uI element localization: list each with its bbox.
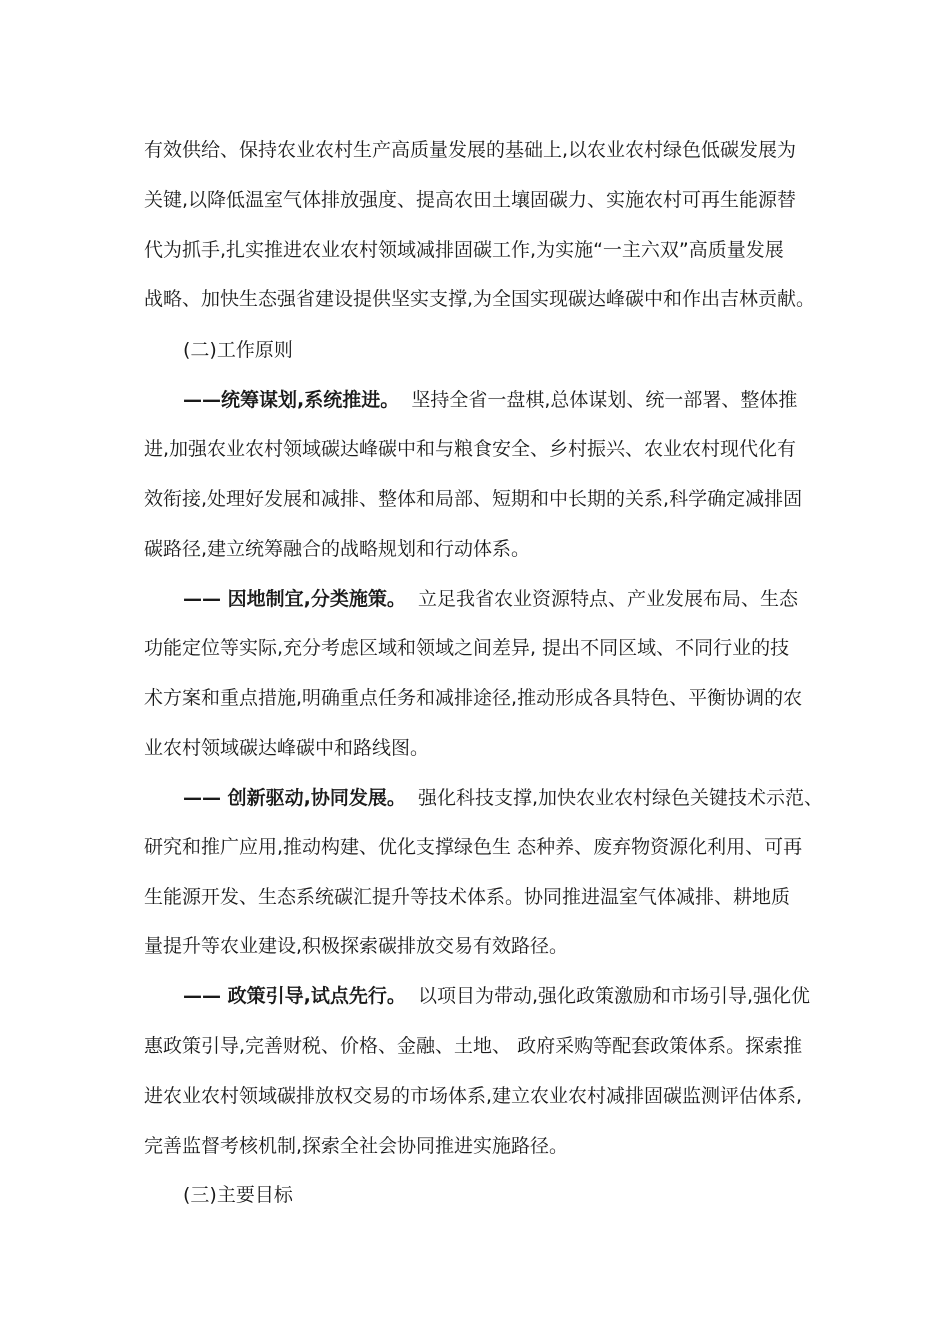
principle-1-title: ——统筹谋划,系统推进。	[183, 389, 400, 411]
intro-line-4: 战略、加快生态强省建设提供坚实支撑,为全国实现碳达峰碳中和作出吉林贡献。	[144, 288, 816, 310]
principle-1-line-3: 效衔接,处理好发展和减排、整体和局部、短期和中长期的关系,科学确定减排固	[144, 488, 803, 510]
principle-3-title: —— 创新驱动,协同发展。	[183, 787, 406, 809]
principle-2-lead: 立足我省农业资源特点、产业发展布局、生态	[417, 588, 798, 610]
principle-1-line-2: 进,加强农业农村领域碳达峰碳中和与粮食安全、乡村振兴、农业农村现代化有	[144, 438, 797, 460]
principle-4-line-2: 惠政策引导,完善财税、价格、金融、土地、 政府采购等配套政策体系。探索推	[144, 1035, 803, 1057]
intro-line-1: 有效供给、保持农业农村生产高质量发展的基础上,以农业农村绿色低碳发展为	[144, 139, 797, 161]
principle-3-first-line	[183, 778, 823, 818]
principle-3-line-3: 生能源开发、生态系统碳汇提升等技术体系。协同推进温室气体减排、耕地质	[144, 886, 791, 908]
principle-3-line-4: 量提升等农业建设,积极探索碳排放交易有效路径。	[144, 935, 569, 957]
principle-2-title: —— 因地制宜,分类施策。	[183, 588, 406, 610]
principle-3-lead: 强化科技支撑,加快农业农村绿色关键技术示范、	[417, 787, 823, 809]
principle-4-lead: 以项目为带动,强化政策激励和市场引导,强化优	[417, 985, 811, 1007]
principle-1-first-line	[183, 380, 797, 420]
principle-4-line-3: 进农业农村领域碳排放权交易的市场体系,建立农业农村减排固碳监测评估体系,	[144, 1085, 803, 1107]
principle-3-line-2: 研究和推广应用,推动构建、优化支撑绿色生 态种养、废弃物资源化利用、可再	[144, 836, 803, 858]
principle-4-line-4: 完善监督考核机制,探索全社会协同推进实施路径。	[144, 1135, 569, 1157]
principle-1-line-4: 碳路径,建立统筹融合的战略规划和行动体系。	[144, 538, 531, 560]
principle-2-line-3: 术方案和重点措施,明确重点任务和减排途径,推动形成各具特色、平衡协调的农	[144, 687, 803, 709]
principle-2-line-4: 业农村领域碳达峰碳中和路线图。	[144, 737, 430, 759]
section-heading-goals: (三)主要目标	[183, 1184, 293, 1206]
intro-line-3: 代为抓手,扎实推进农业农村领域减排固碳工作,为实施“一主六双”高质量发展	[144, 239, 784, 261]
principle-2-first-line	[183, 579, 798, 619]
principle-4-first-line	[183, 976, 810, 1016]
principle-4-title: —— 政策引导,试点先行。	[183, 985, 406, 1007]
principle-1-lead: 坚持全省一盘棋,总体谋划、统一部署、整体推	[411, 389, 798, 411]
intro-line-2: 关键,以降低温室气体排放强度、提高农田土壤固碳力、实施农村可再生能源替	[144, 189, 797, 211]
section-heading-principles: (二)工作原则	[183, 339, 293, 361]
principle-2-line-2: 功能定位等实际,充分考虑区域和领域之间差异, 提出不同区域、不同行业的技	[144, 637, 790, 659]
